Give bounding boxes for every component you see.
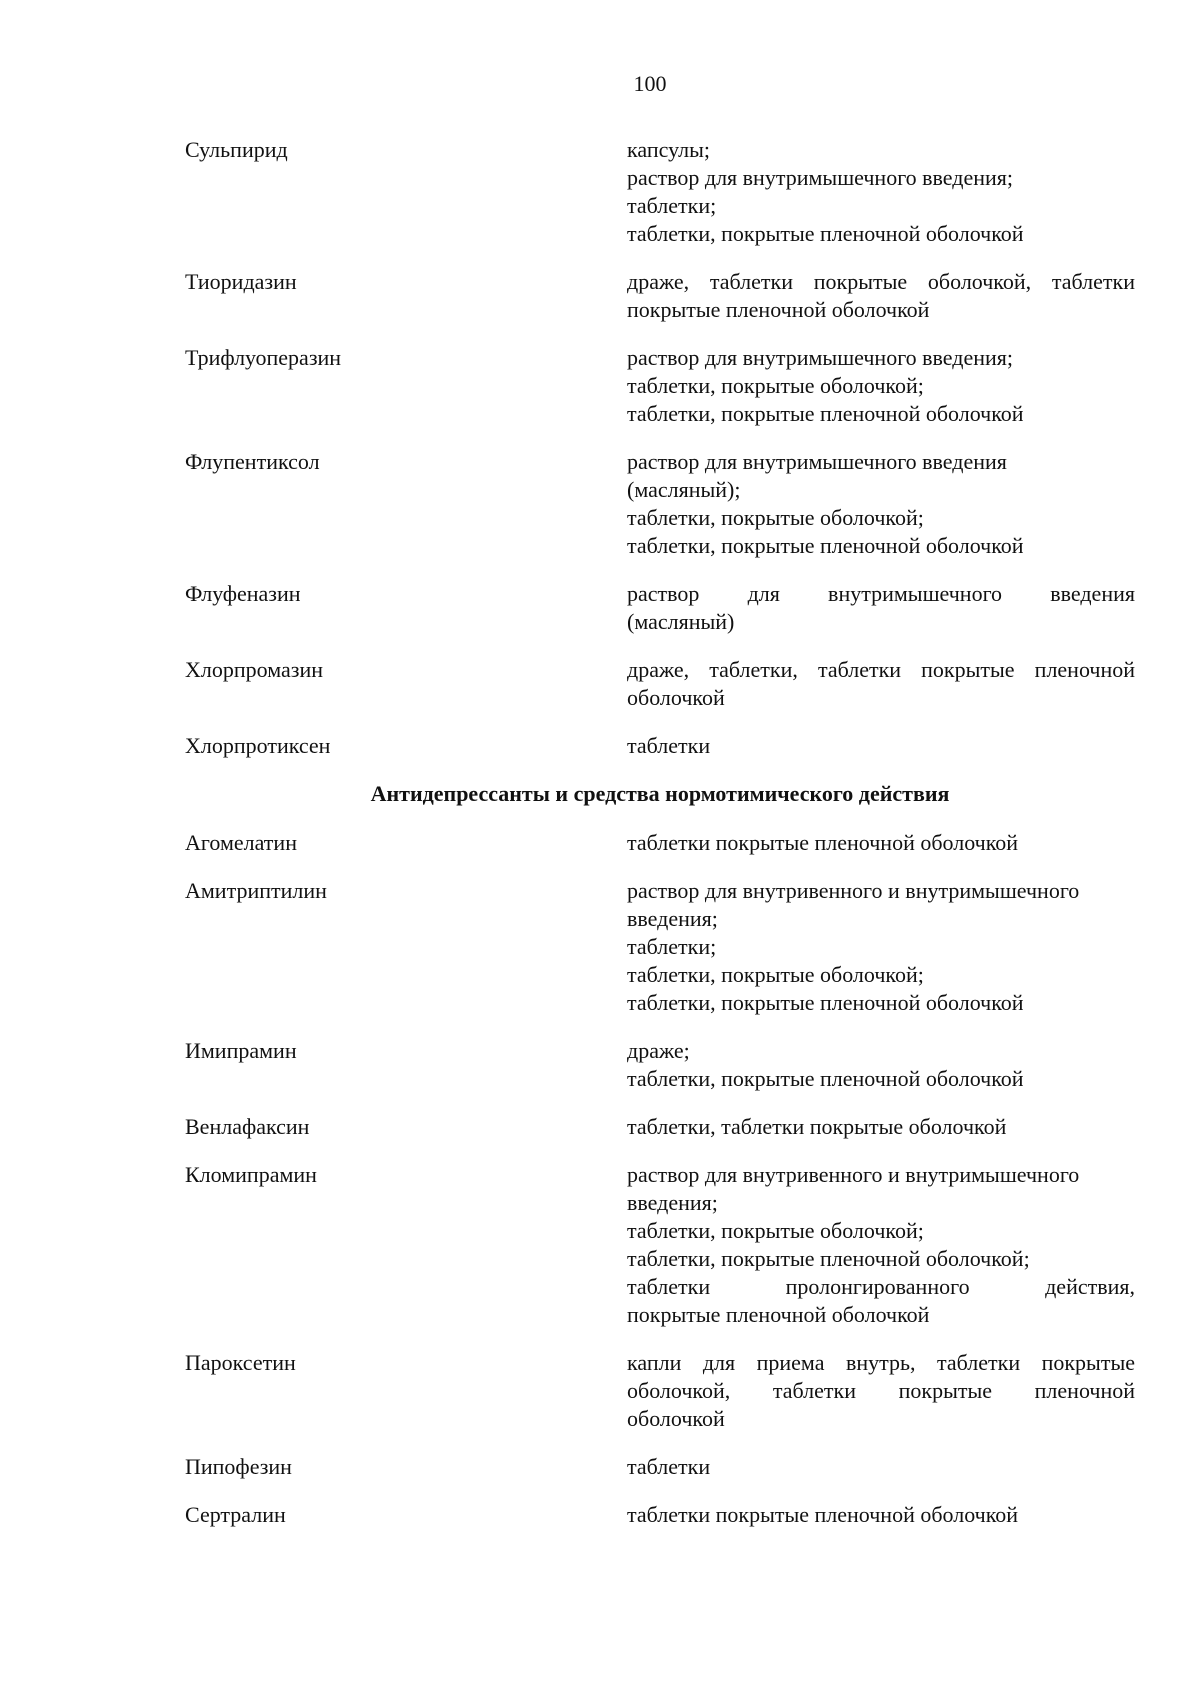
dosage-form-line: покрытые пленочной оболочкой: [627, 297, 930, 322]
drug-row: [185, 1037, 1135, 1093]
drug-row: [185, 1161, 1135, 1329]
drug-row: [185, 1113, 1135, 1141]
dosage-form-line: таблетки, покрытые пленочной оболочкой: [627, 401, 1024, 426]
drug-name: Пипофезин: [185, 1454, 292, 1479]
dosage-form-line: раствор для внутримышечного введения: [627, 449, 1007, 474]
drug-name: Сульпирид: [185, 137, 288, 162]
drug-name: Агомелатин: [185, 830, 297, 855]
dosage-form-line: таблетки, покрытые оболочкой;: [627, 373, 924, 398]
dosage-form-line: драже;: [627, 1038, 690, 1063]
dosage-form-line: таблетки, покрытые пленочной оболочкой: [627, 1066, 1024, 1091]
drug-row: [185, 732, 1135, 760]
drug-group-antipsychotics: [185, 136, 1135, 760]
dosage-forms: [627, 732, 1135, 760]
dosage-form-line: таблетки, таблетки покрытые оболочкой: [627, 1114, 1007, 1139]
drug-name: Пароксетин: [185, 1350, 296, 1375]
dosage-forms: [627, 448, 1135, 560]
dosage-forms: [627, 268, 1135, 324]
dosage-form-line: покрытые пленочной оболочкой: [627, 1302, 930, 1327]
dosage-form-line: таблетки, покрытые оболочкой;: [627, 505, 924, 530]
drug-name: Трифлуоперазин: [185, 345, 342, 370]
drug-row: [185, 448, 1135, 560]
dosage-form-line: раствор для внутримышечного введения;: [627, 345, 1014, 370]
dosage-form-line: таблетки: [627, 733, 711, 758]
dosage-form-line: введения;: [627, 1190, 718, 1215]
dosage-form-line: драже, таблетки покрытые оболочкой, таблетки: [627, 269, 1135, 294]
dosage-forms: [627, 580, 1135, 636]
dosage-forms: [627, 1161, 1135, 1329]
dosage-form-line: раствор для внутривенного и внутримышечного: [627, 1162, 1080, 1187]
dosage-form-line: таблетки пролонгированного действия,: [627, 1274, 1135, 1299]
dosage-form-line: раствор для внутривенного и внутримышечного: [627, 878, 1080, 903]
drug-row: [185, 829, 1135, 857]
drug-row: [185, 1453, 1135, 1481]
dosage-forms: [627, 136, 1135, 248]
dosage-forms: [627, 344, 1135, 428]
dosage-form-line: таблетки покрытые пленочной оболочкой: [627, 1502, 1019, 1527]
drug-row: [185, 136, 1135, 248]
drug-name: Имипрамин: [185, 1038, 297, 1063]
dosage-form-line: введения;: [627, 906, 718, 931]
dosage-form-line: таблетки покрытые пленочной оболочкой: [627, 830, 1019, 855]
drug-row: [185, 1501, 1135, 1529]
drug-list: [185, 136, 1135, 1549]
dosage-forms: [627, 1113, 1135, 1141]
drug-name: Флуфеназин: [185, 581, 301, 606]
drug-row: [185, 344, 1135, 428]
dosage-forms: [627, 1453, 1135, 1481]
drug-row: [185, 268, 1135, 324]
section-title: Антидепрессанты и средства нормотимического действия: [370, 781, 950, 806]
page-number: 100: [633, 71, 667, 96]
drug-name: Кломипрамин: [185, 1162, 317, 1187]
dosage-forms: [627, 1037, 1135, 1093]
drug-name: Венлафаксин: [185, 1114, 310, 1139]
dosage-forms: [627, 829, 1135, 857]
dosage-form-line: таблетки, покрытые пленочной оболочкой;: [627, 1246, 1030, 1271]
drug-row: [185, 1349, 1135, 1433]
dosage-form-line: раствор для внутримышечного введения: [627, 581, 1135, 606]
drug-name: Хлорпромазин: [185, 657, 323, 682]
drug-name: Тиоридазин: [185, 269, 297, 294]
drug-name: Хлорпротиксен: [185, 733, 331, 758]
drug-name: Флупентиксол: [185, 449, 320, 474]
dosage-form-line: (масляный);: [627, 477, 741, 502]
dosage-form-line: оболочкой: [627, 685, 725, 710]
dosage-form-line: (масляный): [627, 609, 735, 634]
dosage-form-line: раствор для внутримышечного введения;: [627, 165, 1014, 190]
dosage-form-line: таблетки: [627, 1454, 711, 1479]
dosage-form-line: оболочкой: [627, 1406, 725, 1431]
dosage-forms: [627, 877, 1135, 1017]
dosage-forms: [627, 656, 1135, 712]
dosage-forms: [627, 1349, 1135, 1433]
dosage-form-line: таблетки;: [627, 934, 717, 959]
dosage-form-line: капсулы;: [627, 137, 710, 162]
dosage-form-line: оболочкой, таблетки покрытые пленочной: [627, 1378, 1135, 1403]
dosage-form-line: таблетки, покрытые пленочной оболочкой: [627, 533, 1024, 558]
drug-row: [185, 580, 1135, 636]
drug-name: Сертралин: [185, 1502, 286, 1527]
drug-group-antidepressants: [185, 829, 1135, 1529]
drug-name: Амитриптилин: [185, 878, 327, 903]
dosage-form-line: таблетки, покрытые оболочкой;: [627, 962, 924, 987]
dosage-form-line: капли для приема внутрь, таблетки покрытые: [627, 1350, 1135, 1375]
dosage-form-line: таблетки, покрытые пленочной оболочкой: [627, 990, 1024, 1015]
dosage-form-line: таблетки;: [627, 193, 717, 218]
dosage-form-line: драже, таблетки, таблетки покрытые пленочной: [627, 657, 1135, 682]
dosage-forms: [627, 1501, 1135, 1529]
dosage-form-line: таблетки, покрытые оболочкой;: [627, 1218, 924, 1243]
drug-row: [185, 656, 1135, 712]
dosage-form-line: таблетки, покрытые пленочной оболочкой: [627, 221, 1024, 246]
drug-row: [185, 877, 1135, 1017]
